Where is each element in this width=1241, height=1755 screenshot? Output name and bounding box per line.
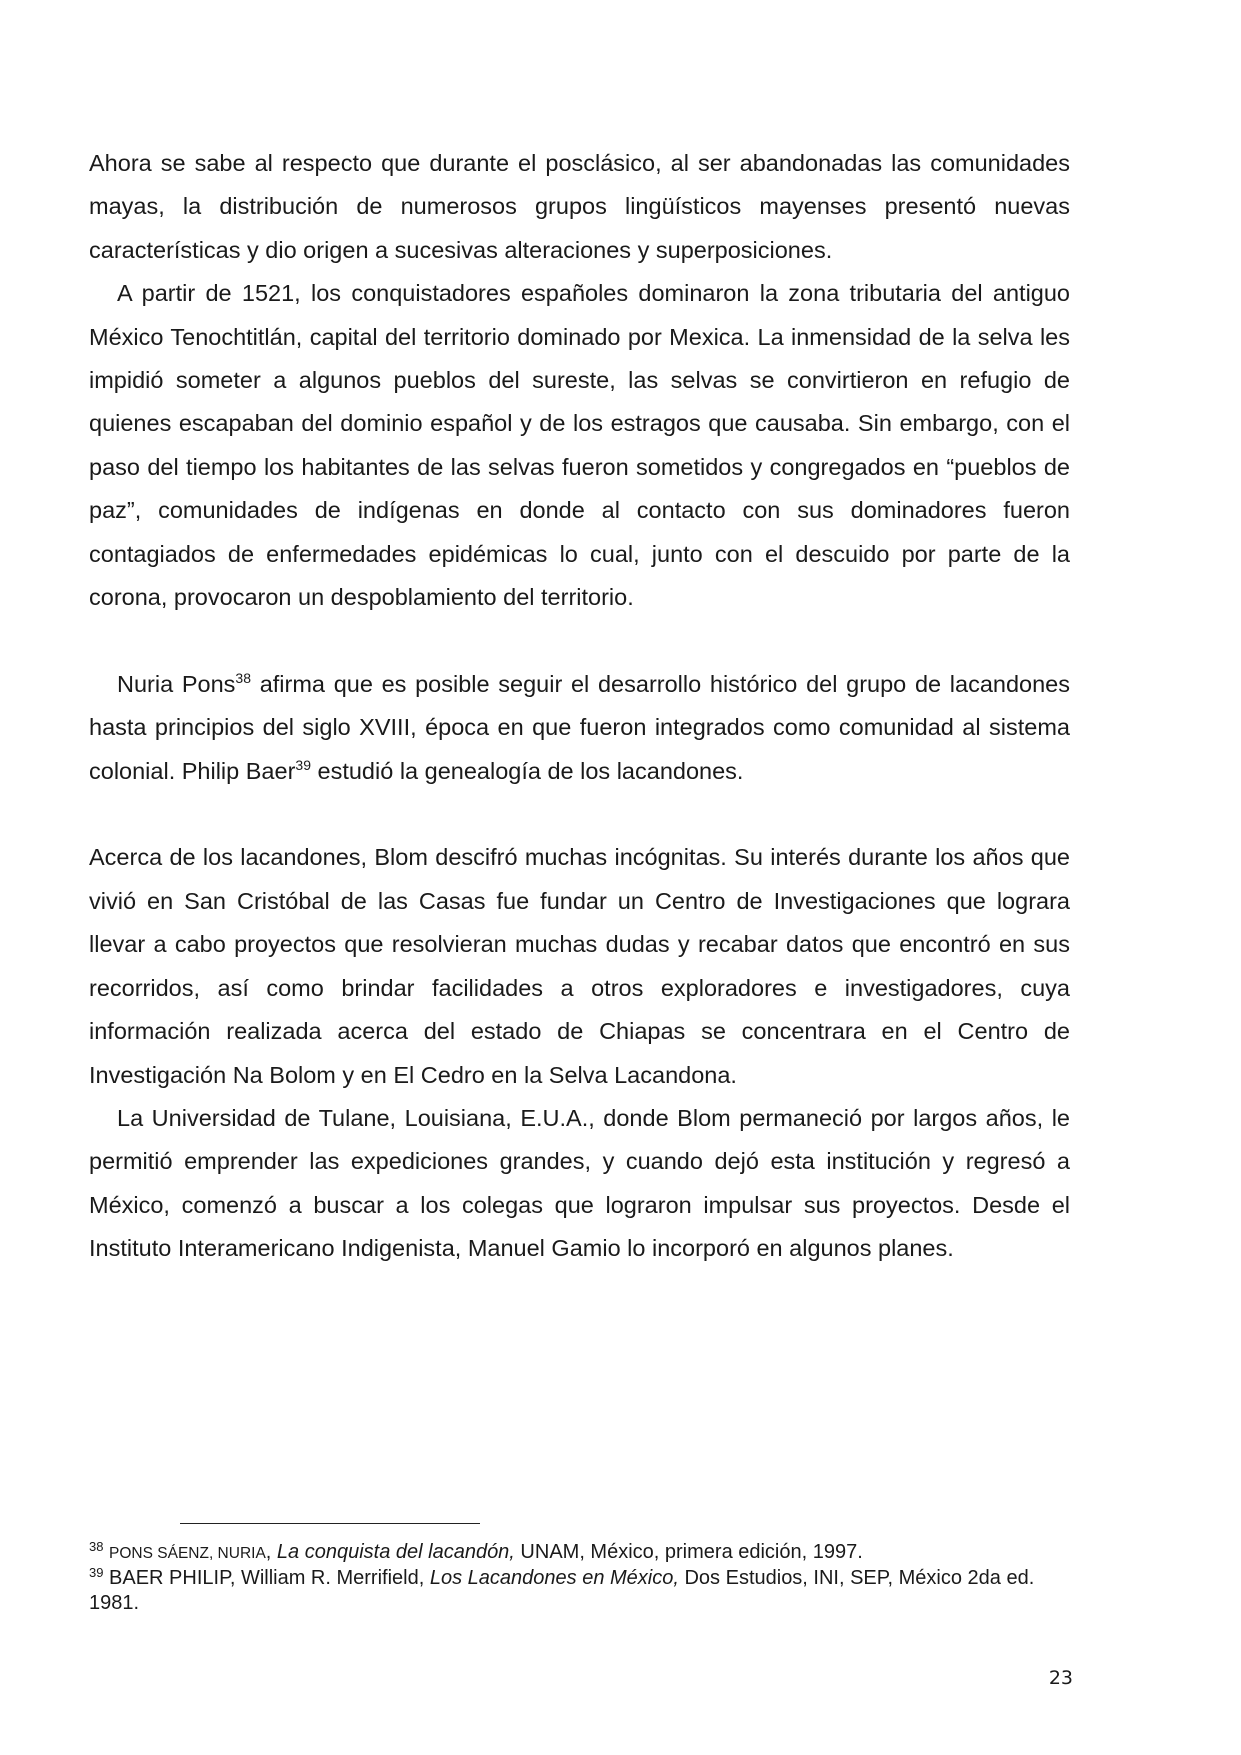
paragraph-text: Nuria Pons (117, 670, 236, 697)
paragraph-text: estudió la genealogía de los lacandones. (310, 757, 744, 784)
footnote-title: Los Lacandones en México, (429, 1567, 679, 1589)
paragraph-nuria-pons (89, 663, 1070, 793)
paragraph-posclasico: Ahora se sabe al respecto que durante el posclásico, al ser abandonadas las comunidades mayas, la distribución de numerosos grupos lingüísticos mayenses presentó nuevas características y dio origen a sucesivas alteraciones y superposiciones. (89, 150, 1070, 263)
paragraph-blom: Acerca de los lacandones, Blom descifró muchas incógnitas. Su interés durante los años que vivió en San Cristóbal de las Casas fue fundar un Centro de Investigaciones que lograra llevar a cabo proyectos que resolvieran muchas dudas y recabar datos que encontró en sus recorridos, así como brindar facilidades a otros exploradores e investigadores, cuya información realizada acerca del estado de Chiapas se concentrara en el Centro de Investigación Na Bolom y en El Cedro en la Selva Lacandona. (89, 844, 1070, 1088)
footnote-ref-39[interactable]: 39 (295, 756, 311, 773)
footnote-39 (89, 1566, 1069, 1616)
body-text (89, 142, 1070, 1271)
paragraph-text: afirma que es posible seguir el desarrollo histórico del grupo de lacandones hasta principios del siglo XVIII, época en que fueron integrados como comunidad al sistema colonial. Philip Baer (89, 670, 1070, 784)
page-number: 23 (1048, 1667, 1073, 1689)
footnotes (89, 1540, 1069, 1616)
paragraph-tulane: La Universidad de Tulane, Louisiana, E.U.A., donde Blom permaneció por largos años, le permitió emprender las expediciones grandes, y cuando dejó esta institución y regresó a México, comenzó a buscar a los colegas que lograron impulsar sus proyectos. Desde el Instituto Interamericano Indigenista, Manuel Gamio lo incorporó en algunos planes. (89, 1104, 1070, 1262)
footnote-details: Dos Estudios, INI, SEP, México 2da ed. 1981. (89, 1567, 1035, 1614)
footnote-separator (180, 1523, 480, 1524)
footnote-author: PONS SÁENZ, NURIA (109, 1545, 266, 1562)
footnote-number: 38 (89, 1539, 104, 1554)
footnote-title: La conquista del lacandón, (276, 1541, 515, 1563)
paragraph-conquista: A partir de 1521, los conquistadores españoles dominaron la zona tributaria del antiguo México Tenochtitlán, capital del territorio dominado por Mexica. La inmensidad de la selva les impidió someter a algunos pueblos del sureste, las selvas se convirtieron en refugio de quienes escapaban del dominio español y de los estragos que causaba. Sin embargo, con el paso del tiempo los habitantes de las selvas fueron sometidos y congregados en “pueblos de paz”, comunidades de indígenas en donde al contacto con sus dominadores fueron contagiados de enfermedades epidémicas lo cual, junto con el descuido por parte de la corona, provocaron un despoblamiento del territorio. (89, 280, 1070, 611)
footnote-ref-38[interactable]: 38 (235, 669, 251, 686)
footnote-38: $^{38}$ PONS SÁENZ, NURIA, La conquista del lacandón, UNAM, México, primera edición, 1997. (89, 1539, 863, 1563)
footnote-details: UNAM, México, primera edición, 1997. (514, 1541, 863, 1563)
footnote-number: 39 (89, 1565, 104, 1580)
footnote-author: BAER PHILIP, William R. Merrifield, (109, 1567, 425, 1589)
